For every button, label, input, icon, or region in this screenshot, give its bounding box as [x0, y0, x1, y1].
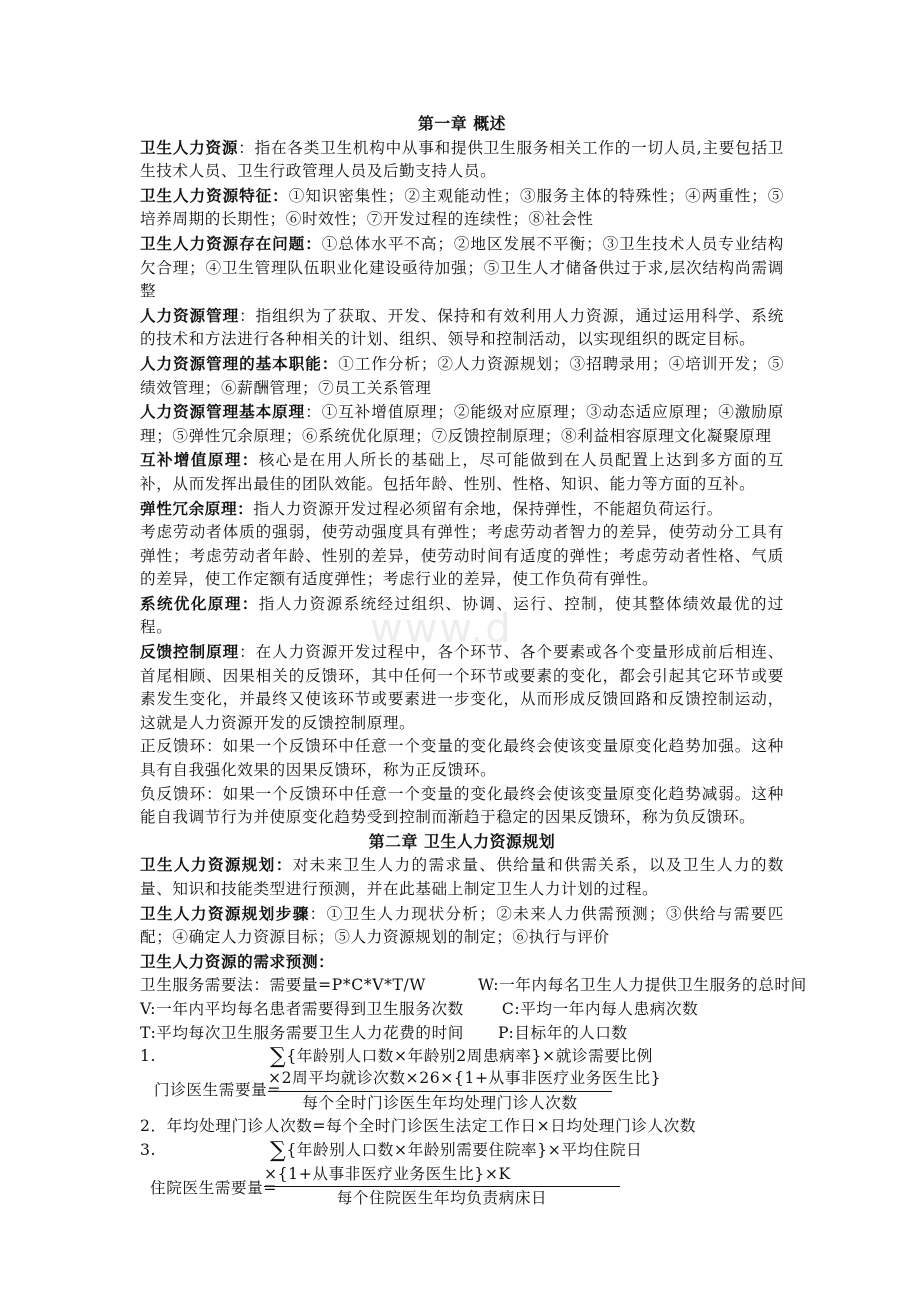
term: 人力资源管理的基本职能：	[140, 353, 339, 373]
paragraph-elastic	[140, 497, 784, 522]
variable-def: T:平均每次卫生服务需要卫生人力花费的时间	[140, 1023, 464, 1042]
formula-number: 3.	[140, 1140, 157, 1159]
term: 卫生人力资源	[140, 137, 239, 157]
variable-def: W:一年内每名卫生人力提供卫生服务的总时间	[477, 976, 807, 995]
paragraph-text: 负反馈环：如果一个反馈环中任意一个变量的变化最终会使该变量原变化趋势减弱。这种能自我调节行为并使原变化趋势受到控制而渐趋于稳定的因果反馈环，称为负反馈环。	[140, 784, 784, 827]
paragraph-hr-management	[140, 304, 784, 352]
term: 卫生人力资源的需求预测：	[140, 951, 335, 971]
fraction-denominator: 每个住院医生年均负责病床日	[336, 1189, 548, 1208]
paragraph-system-opt	[140, 592, 784, 640]
paragraph-text: ：在人力资源开发过程中，各个环节、各个要素或各个变量形成前后相连、首尾相顾、因果相关的反馈环，其中任何一个环节或要素的变化，都会引起其它环节或要素发生变化，并最终又使该环节或要素进一步变化，从而形成反馈回路和反馈控制运动，这就是人力资源开发的反馈控制原理。	[140, 643, 784, 732]
sigma-symbol: ∑	[270, 1137, 287, 1163]
formula-fraction	[264, 1163, 620, 1211]
term: 人力资源管理	[140, 305, 240, 325]
term: 卫生人力资源规划：	[140, 855, 293, 875]
paragraph-text: 指人力资源系统经过组织、协调、运行、控制，使其整体绩效最优的过程。	[140, 594, 784, 637]
variable-line-1	[140, 974, 807, 998]
formula-inpatient	[140, 1139, 784, 1209]
variable-def: P:目标年的人口数	[497, 1023, 628, 1042]
term: 弹性冗余原理：	[140, 498, 254, 518]
formula-text: 卫生服务需要法：需要量=P*C*V*T/W	[140, 976, 426, 995]
paragraph-text: ①知识密集性；②主观能动性；③服务主体的特殊性；④两重性；⑤培养周期的长期性；⑥时效性；⑦开发过程的连续性；⑧社会性	[140, 186, 784, 229]
formula-outpatient	[140, 1045, 784, 1115]
paragraph-text: 考虑劳动者体质的强弱，使劳动强度具有弹性；考虑劳动者智力的差异，使劳动分工具有弹性；考虑劳动者年龄、性别的差异，使劳动时间有适度的弹性；考虑劳动者性格、气质的差异，使工作定额有适度弹性；考虑行业的差异，使工作负荷有弹性。	[140, 523, 784, 589]
fraction-denominator: 每个全时门诊医生年均处理门诊人次数	[302, 1093, 578, 1112]
paragraph-text: ①总体水平不高；②地区发展不平衡；③卫生技术人员专业结构欠合理；④卫生管理队伍职业化建设亟待加强；⑤卫生人才储备供过于求,层次结构尚需调整	[140, 234, 784, 301]
formula-annual-visits: 2．年均处理门诊人次数=每个全时门诊医生法定工作日×日均处理门诊人次数	[140, 1117, 697, 1136]
watermark: www.d	[370, 606, 513, 652]
paragraph-hr-principles	[140, 400, 784, 448]
paragraph-negative-feedback	[140, 783, 784, 830]
term: 卫生人力资源规划步骤	[140, 903, 310, 923]
paragraph-text: 核心是在用人所长的基础上，尽可能做到在人员配置上达到多方面的互补，从而发挥出最佳的团队效能。包括年龄、性别、性格、知识、能力等方面的互补。	[140, 451, 784, 493]
paragraph-hr-problems	[140, 232, 784, 304]
paragraph-text: ：指组织为了获取、开发、保持和有效利用人力资源，通过运用科学、系统的技术和方法进行各种相关的计划、组织、领导和控制活动，以实现组织的既定目标。	[140, 306, 784, 349]
paragraph-text: ①工作分析；②人力资源规划；③招聘录用；④培训开发；⑤绩效管理；⑥薪酬管理；⑦员工关系管理	[140, 354, 785, 397]
fraction-numerator: ×2周平均就诊次数×26×{1+从事非医疗业务医生比}	[268, 1069, 662, 1088]
paragraph-text: ：①互补增值原理；②能级对应原理；③动态适应原理；④激励原理；⑤弹性冗余原理；⑥系统优化原理；⑦反馈控制原理；⑧利益相容原理文化凝聚原理	[140, 403, 784, 445]
paragraph-demand-forecast	[140, 950, 784, 975]
variable-line-3	[140, 1022, 784, 1046]
paragraph-elastic-detail	[140, 521, 784, 592]
variable-def: C:平均一年内每人患病次数	[501, 999, 699, 1018]
formula-sum-line	[270, 1045, 653, 1069]
paragraph-text: 指人力资源开发过程必须留有余地，保持弹性，不能超负荷运行。	[253, 499, 723, 518]
paragraph-positive-feedback	[140, 735, 784, 782]
term: 卫生人力资源存在问题：	[140, 233, 322, 253]
paragraph-hr-features	[140, 184, 784, 232]
paragraph-hr-functions	[140, 352, 784, 400]
paragraph-feedback	[140, 640, 784, 735]
formula-sum-term: {年龄别人口数×年龄别2周患病率}×就诊需要比例	[286, 1047, 653, 1066]
formula-sum-term: {年龄别人口数×年龄别需要住院率}×平均住院日	[286, 1140, 643, 1159]
paragraph-complementary	[140, 448, 784, 496]
formula-label: 门诊医生需要量=	[154, 1081, 282, 1100]
term: 反馈控制原理	[140, 642, 240, 662]
term: 人力资源管理基本原理	[140, 402, 306, 422]
chapter-2-title: 第二章 卫生人力资源规划	[368, 831, 556, 851]
formula-number: 1.	[140, 1047, 157, 1066]
variable-line-2	[140, 998, 784, 1022]
formula-fraction	[268, 1067, 662, 1115]
paragraph-text: 正反馈环：如果一个反馈环中任意一个变量的变化最终会使该变量原变化趋势加强。这种具有自我强化效果的因果反馈环，称为正反馈环。	[140, 737, 784, 780]
paragraph-hr-planning	[140, 853, 784, 901]
fraction-numerator: ×{1+从事非医疗业务医生比}×K	[264, 1164, 511, 1183]
variable-def: V:一年内平均每名患者需要得到卫生服务次数	[140, 999, 464, 1018]
formula-sum-line	[270, 1139, 642, 1163]
paragraph-text: ：①卫生人力现状分析；②未来人力供需预测；③供给与需要匹配；④确定人力资源目标；⑤人力资源规划的制定；⑥执行与评价	[140, 904, 784, 947]
paragraph-health-hr	[140, 136, 784, 184]
paragraph-planning-steps	[140, 902, 784, 950]
chapter-1-title: 第一章 概述	[417, 114, 507, 133]
formula-label: 住院医生需要量=	[150, 1178, 278, 1197]
paragraph-text: ：指在各类卫生机构中从事和提供卫生服务相关工作的一切人员,主要包括卫生技术人员、卫生行政管理人员及后勤支持人员。	[140, 138, 785, 181]
document-content	[140, 112, 807, 1209]
term: 互补增值原理：	[140, 450, 259, 470]
term: 卫生人力资源特征：	[140, 185, 289, 205]
sigma-symbol: ∑	[270, 1044, 287, 1070]
term: 系统优化原理：	[140, 593, 259, 613]
paragraph-text: 对未来卫生人力的需求量、供给量和供需关系，以及卫生人力的数量、知识和技能类型进行预测，并在此基础上制定卫生人力计划的过程。	[140, 856, 784, 898]
